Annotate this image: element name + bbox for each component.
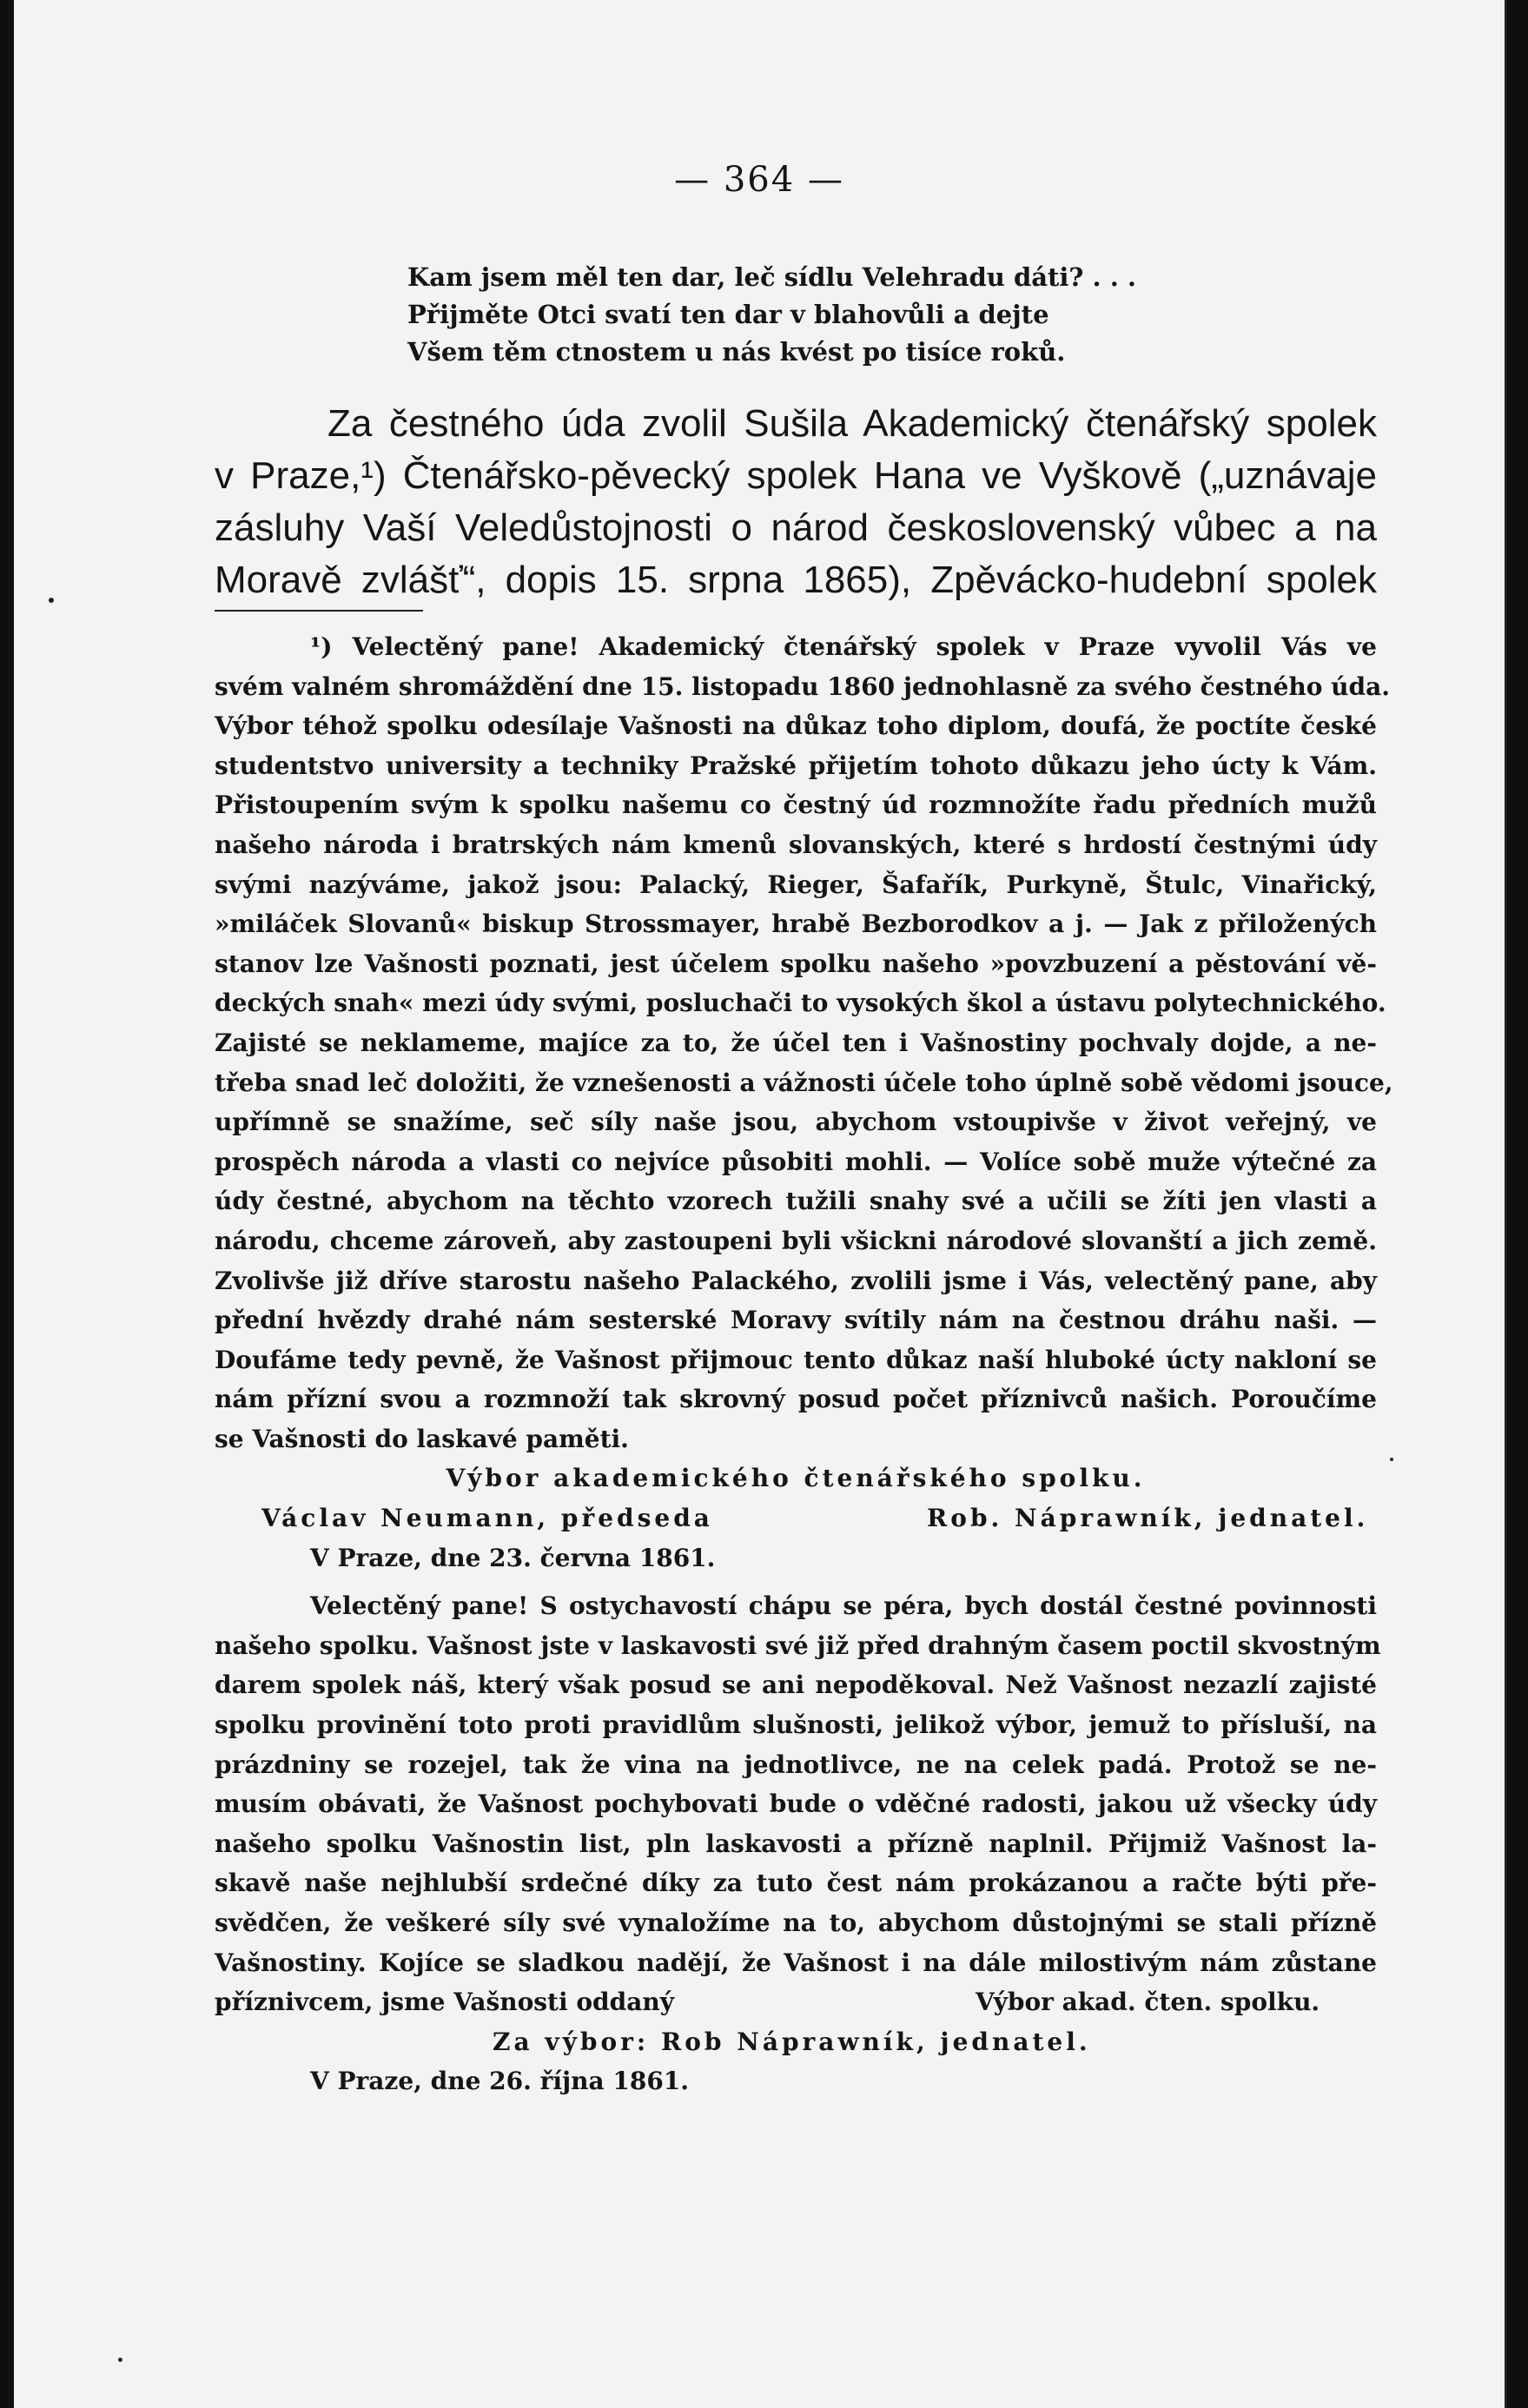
letter-line: musím obávati, že Vašnost pochybovati bude o vděčné radosti, jakou už všecky údy [215, 1789, 1377, 1819]
letter-closing-left: příznivcem, jsme Vašnosti oddaný [215, 1988, 674, 2017]
footnote-line: svými nazýváme, jakož jsou: Palacký, Rieger, Šafařík, Purkyně, Štulc, Vinařický, [215, 870, 1377, 899]
main-line: zásluhy Vaší Veledůstojnosti o národ československý vůbec a na [215, 506, 1377, 549]
verse-line: Kam jsem měl ten dar, leč sídlu Velehradu dáti? . . . [407, 262, 1136, 292]
date-second: V Praze, dne 26. října 1861. [310, 2067, 690, 2096]
letter-line: skavě naše nejhlubší srdečné díky za tuto čest nám prokázanou a račte býti pře- [215, 1869, 1377, 1898]
footnote-line: Zajisté se neklameme, majíce za to, že účel ten i Vašnostiny pochvaly dojde, a ne- [215, 1028, 1377, 1057]
letter-line: darem spolek náš, který však posud se ani nepoděkoval. Než Vašnost nezazlí zajisté [215, 1670, 1377, 1700]
footnote-line: Výbor téhož spolku odesílaje Vašnosti na důkaz toho diplom, doufá, že poctíte české [215, 711, 1377, 741]
committee-heading: Výbor akademického čtenářského spolku. [446, 1464, 1146, 1493]
footnote-line: Přistoupením svým k spolku našemu co čestný úd rozmnožíte řadu předních mužů [215, 791, 1377, 820]
footnote-line: deckých snah« mezi údy svými, posluchači to vysokých škol a ústavu polytechnického. [215, 989, 1386, 1018]
letter-line: našeho spolku. Vašnost jste v laskavosti své již před drahným časem poctil skvostným [215, 1631, 1381, 1660]
letter-line: svědčen, že veškeré síly své vynaložíme na to, abychom důstojnými se stali přízně [215, 1909, 1377, 1937]
date-first: V Praze, dne 23. června 1861. [310, 1543, 716, 1572]
main-line: Za čestného úda zvolil Sušila Akademický čtenářský spolek [327, 402, 1377, 445]
footnote-line: našeho národa i bratrských nám kmenů slovanských, které s hrdostí čestnými údy [215, 830, 1377, 859]
signature-row [215, 1498, 1377, 1538]
letter-closing-right: Výbor akad. čten. spolku. [976, 1988, 1320, 2017]
verse-block [407, 259, 1207, 371]
letter-line: Vašnostiny. Kojíce se sladkou nadějí, že Vašnost i na dále milostivým nám zůstane [215, 1948, 1377, 1977]
scan-speck [1390, 1458, 1393, 1461]
footnote-line: národu, chceme zároveň, aby zastoupeni byli všickni národové slovanští a jich země. [215, 1226, 1377, 1255]
footnote-line: třeba snad leč doložiti, že vznešenosti a vážnosti účele toho úplně sobě vědomi jsouce, [215, 1068, 1393, 1097]
footnote-line: upřímně se snažíme, seč síly naše jsou, abychom vstoupivše v život veřejný, ve [215, 1108, 1377, 1137]
main-line: v Praze,¹) Čtenářsko-pěvecký spolek Hana ve Vyškově („uznávaje [215, 454, 1377, 497]
footnote-line: stanov lze Vašnosti poznati, jest účelem spolku našeho »povzbuzení a pěstování vě- [215, 949, 1377, 978]
letter-signature: Za výbor: Rob Náprawník, jednatel. [493, 2027, 1091, 2056]
footnote-line: se Vašnosti do laskavé paměti. [215, 1424, 629, 1453]
book-page [14, 0, 1507, 2408]
letter-line: spolku provinění toto proti pravidlům slušnosti, jelikož výbor, jemuž to přísluší, na [215, 1710, 1377, 1740]
footnote-line: Zvolivše již dříve starostu našeho Palackého, zvolili jsme i Vás, velectěný pane, aby [215, 1266, 1377, 1295]
footnote-line: nám přízní svou a rozmnoží tak skrovný posud počet příznivců našich. Poroučíme [215, 1385, 1377, 1414]
verse-line: Přijměte Otci svatí ten dar v blahovůli a dejte [407, 300, 1049, 329]
page-number: — 364 — [674, 160, 844, 200]
footnote-line: ¹) Velectěný pane! Akademický čtenářský spolek v Praze vyvolil Vás ve [310, 632, 1377, 661]
scan-speck [118, 2358, 122, 2362]
footnote-line: Doufáme tedy pevně, že Vašnost přijmouc tento důkaz naší hluboké úcty nakloní se [215, 1345, 1377, 1374]
footnote [215, 627, 1393, 2101]
letter-line: Velectěný pane! S ostychavostí chápu se péra, bych dostál čestné povinnosti [310, 1591, 1377, 1621]
footnote-line: svém valném shromáždění dne 15. listopadu 1860 jednohlasně za svého čestného úda. [215, 671, 1390, 701]
footnote-line: studentstvo university a techniky Pražské přijetím tohoto důkazu jeho úcty k Vám. [215, 751, 1377, 780]
signature-right: Rob. Náprawník, jednatel. [927, 1504, 1369, 1533]
footnote-line: přední hvězdy drahé nám sesterské Moravy svítily nám na čestnou dráhu naši. — [215, 1306, 1377, 1335]
footnote-line: prospěch národa a vlasti co nejvíce působiti mohli. — Volíce sobě muže výtečné za [215, 1147, 1377, 1176]
letter-closing-row [215, 1982, 1377, 2022]
letter-line: prázdniny se rozejel, tak že vina na jednotlivce, ne na celek padá. Protož se ne- [215, 1750, 1377, 1779]
footnote-line: údy čestné, abychom na těchto vzorech tužili snahy své a učili se žíti jen vlasti a [215, 1187, 1377, 1216]
letter-line: našeho spolku Vašnostin list, pln laskavosti a přízně naplnil. Přijmiž Vašnost la- [215, 1829, 1377, 1858]
footnote-line: »miláček Slovanů« biskup Strossmayer, hrabě Bezborodkov a j. — Jak z přiložených [215, 910, 1377, 939]
scan-speck [49, 598, 54, 603]
verse-line: Všem těm ctnostem u nás kvést po tisíce roků. [407, 337, 1066, 367]
footnote-rule [215, 610, 423, 612]
signature-left: Václav Neumann, předseda [261, 1504, 713, 1533]
main-paragraph [215, 398, 1377, 606]
main-line: Moravě zvlášť“, dopis 15. srpna 1865), Zpěvácko-hudební spolek [215, 559, 1377, 601]
